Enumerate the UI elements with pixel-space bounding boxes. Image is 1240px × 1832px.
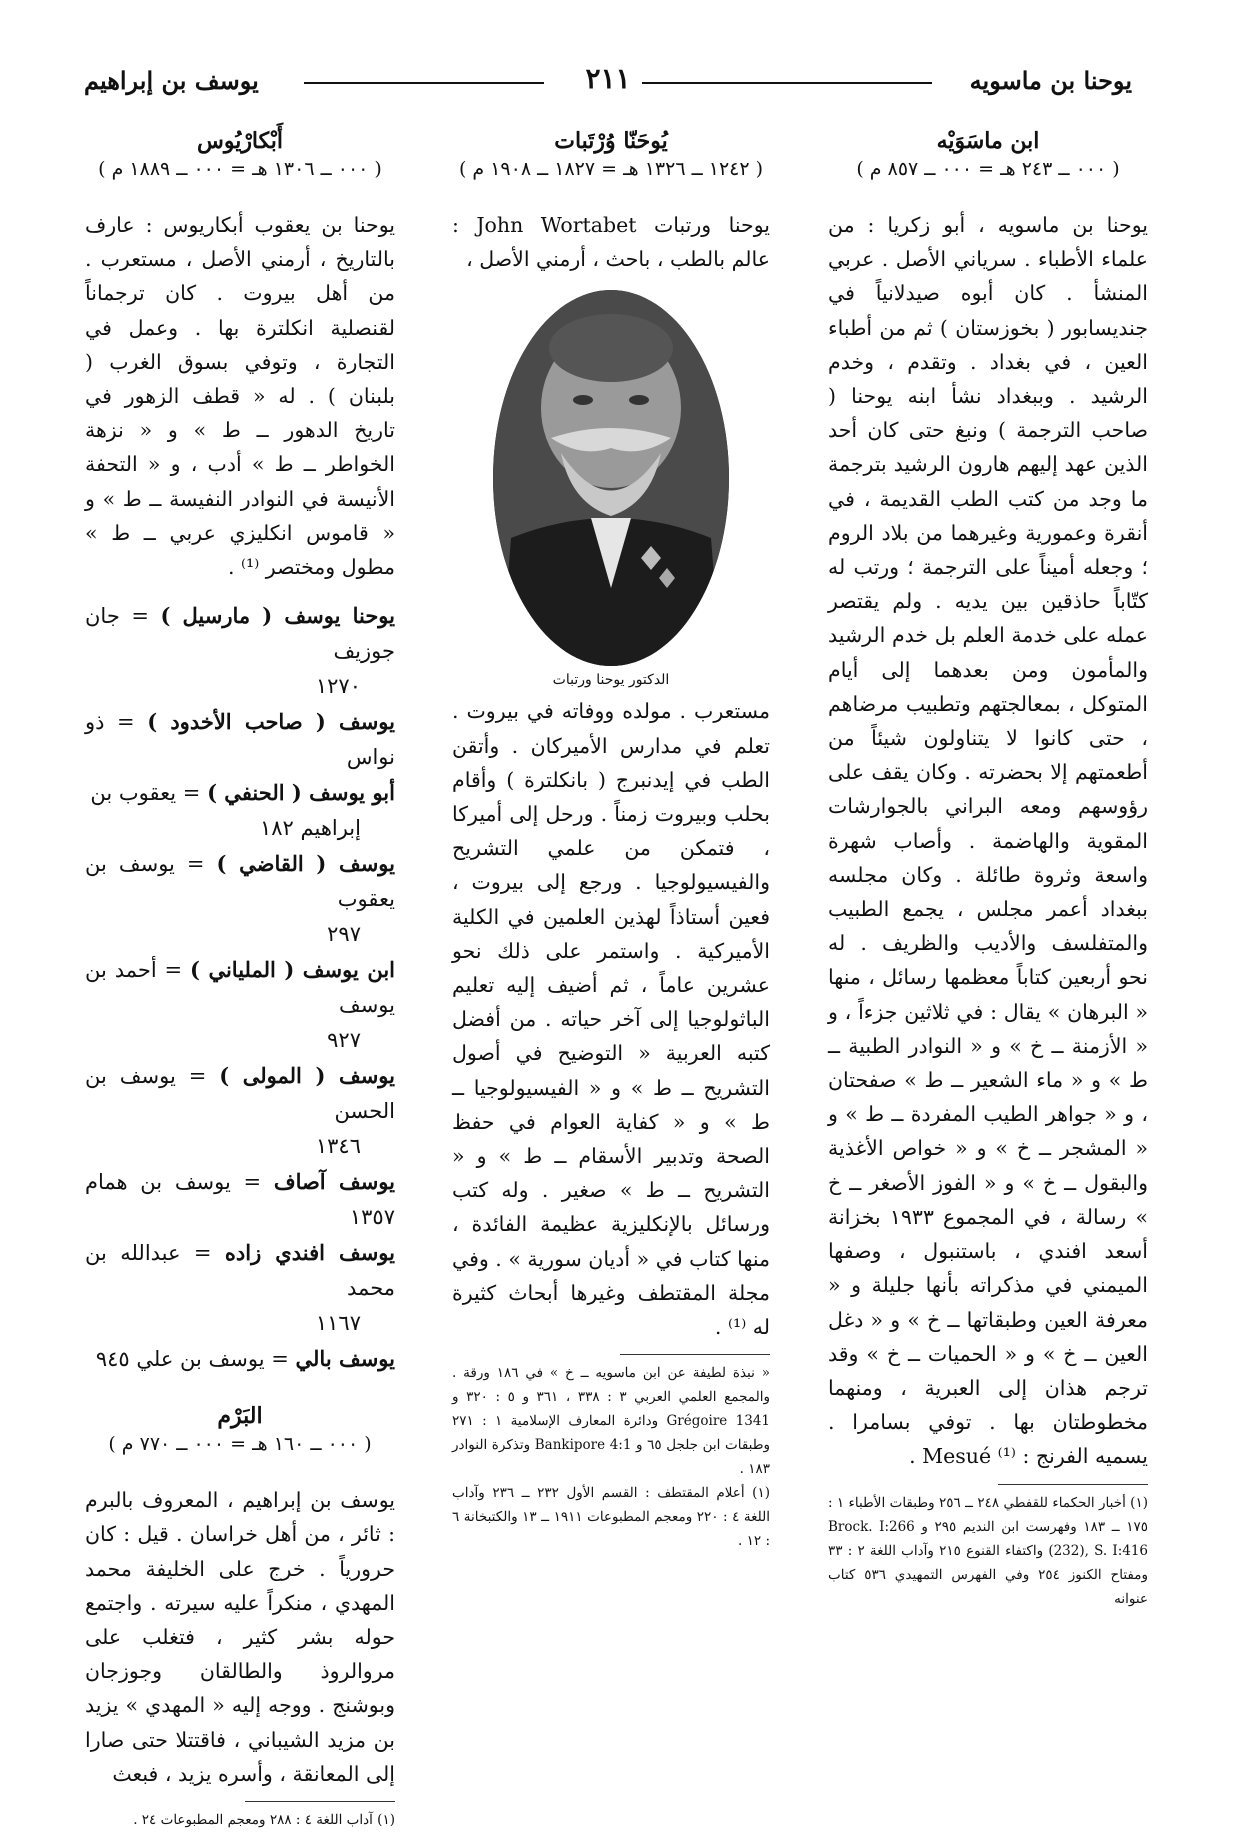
cross-reference	[85, 704, 395, 775]
column-right	[828, 120, 1148, 1611]
ref-name: يوسف بالي	[295, 1346, 395, 1372]
header-rule-right	[642, 82, 932, 84]
header-right-title: يوحنا بن ماسويه	[969, 66, 1132, 95]
entry-text: يوسف بن إبراهيم ، المعروف بالبرم : ثائر ، من أهل خراسان . قيل : كان حرورياً . خرج على الخليفة محمد المهدي ، منكراً عليه سيرته . واجتمع حوله بشر كثير ، فتغلب على مروالروذ والطالقان وجوزجان وبوشنج . ووجه إليه « المهدي » يزيد بن مزيد الشيباني ، فاقتتلا حتى صارا إلى المعانقة ، وأسره يزيد ، فبعث	[85, 1488, 395, 1786]
entry-text-intro: يوحنا ورتبات John Wortabet : عالم بالطب ، باحث ، أرمني الأصل ،	[452, 213, 770, 272]
cross-reference	[85, 1164, 395, 1235]
ref-number: ١١٦٧	[315, 1311, 361, 1336]
ref-number: ٢٩٧	[327, 922, 361, 947]
ref-target: = يوسف بن يعقوب	[85, 852, 395, 912]
portrait-figure	[452, 288, 770, 688]
ref-name: يوسف افندي زاده	[224, 1240, 395, 1266]
entry-title: ابن ماسَوَيْه	[936, 128, 1040, 154]
entry-title: أَبْكارْيُوس	[196, 128, 284, 154]
ref-target: = يوسف بن علي ٩٤٥	[95, 1347, 296, 1372]
ref-name: أبو يوسف ( الحنفي )	[207, 780, 395, 806]
cross-reference	[85, 1341, 395, 1377]
column-left	[85, 120, 395, 1832]
entry-title: البَرْم	[217, 1403, 263, 1430]
footnote: (١) أخبار الحكماء للقفطي ٢٤٨ ــ ٢٥٦ وطبقات الأطباء ١ : ١٧٥ ــ ١٨٣ وفهرست ابن النديم ٢٩٥ و Brock. I:266 (232), S. I:416 واكتفاء القنوع ٢١٥ وآداب اللغة ٢ : ٣٣ ومفتاح الكنوز ٢٥٤ وفي الفهرس التمهيدي ٥٣٦ كتاب عنوانه	[828, 1494, 1149, 1607]
cross-reference	[85, 775, 395, 846]
header-rule-left	[304, 82, 544, 84]
footnote-continued: « نبذة لطيفة عن ابن ماسويه ــ خ » في ١٨٦ ورقة . والمجمع العلمي العربي ٣ : ٣٣٨ ، ٣٦١ و ٥ : ٣٢٠ و Grégoire 1341 ودائرة المعارف الإسلامية ١ : ٢٧١ وطبقات ابن جلجل ٦٥ و Bankipore 4:1 وتذكرة النوادر ١٨٣ .	[452, 1365, 771, 1478]
entry-dates: ( ١٢٤٢ ــ ١٣٢٦ هـ = ١٨٢٧ ــ ١٩٠٨ م )	[458, 158, 764, 180]
page-number: ٢١١	[577, 62, 638, 95]
ref-name: يوسف ( المولى )	[219, 1063, 395, 1089]
ref-number: ٩٢٧	[327, 1028, 361, 1053]
ref-target: = يوسف بن همام ١٣٥٧	[85, 1170, 395, 1230]
cross-reference	[85, 1235, 395, 1341]
ref-name: يوسف آصاف	[273, 1169, 395, 1195]
cross-reference	[85, 952, 395, 1058]
ref-name: يوسف ( صاحب الأخدود )	[147, 709, 395, 735]
portrait-caption: الدكتور يوحنا ورتبات	[552, 672, 670, 689]
footnote-separator	[998, 1484, 1148, 1485]
cross-reference	[85, 1058, 395, 1164]
ref-number: ١٣٤٦	[315, 1134, 361, 1159]
entry-text: يوحنا بن يعقوب أبكاريوس : عارف بالتاريخ ، أرمني الأصل ، مستعرب . من أهل بيروت . كان ترجماناً لقنصلية انكلترة بها . وعمل في التجارة ، وتوفي بسوق الغرب ( بلبنان ) . له « قطف الزهور في تاريخ الدهور ــ ط » و « نزهة الخواطر ــ ط » أدب ، و « التحفة الأنيسة في النوادر النفيسة ــ ط » و « قاموس انكليزي عربي ــ ط » مطول ومختصر ⁽¹⁾ .	[85, 213, 395, 580]
portrait-photo	[491, 288, 731, 668]
entry-text: يوحنا بن ماسويه ، أبو زكريا : من علماء الأطباء . سرياني الأصل . عربي المنشأ . كان أبوه صيدلانياً في جنديسابور ( بخوزستان ) ثم من أطباء العين ، في بغداد . وتقدم ، وخدم الرشيد . وببغداد نشأ ابنه يوحنا ( صاحب الترجمة ) ونبغ حتى كان أحد الذين عهد إليهم هارون الرشيد بترجمة ما وجد من كتب الطب القديمة ، في أنقرة وعمورية وغيرهما من بلاد الروم ؛ وجعله أميناً على الترجمة ؛ ورتب له كتّاباً حاذقين بين يديه . ولم يقتصر عمله على خدمة العلم بل خدم الرشيد والمأمون ومن بعدهما إلى أيام المتوكل ، بمعالجتهم وتطبيب مرضاهم ، حتى كانوا لا يتناولون شيئاً من أطعمتهم إلا بحضرته . وكان يقف على رؤوسهم ومعه البراني بالجوارشات المقوية والهاضمة . وأصاب شهرة واسعة وثروة طائلة . وكان مجلسه ببغداد أعمر مجلس ، يجمع الطبيب والمتفلسف والأديب والظريف . له نحو أربعين كتاباً معظمها رسائل ، منها « البرهان » يقال : في ثلاثين جزءاً ، و « الأزمنة ــ خ » و « النوادر الطبية ــ ط » و « ماء الشعير ــ ط » صفحتان ، و « جواهر الطيب المفردة ــ ط » و « المشجر ــ خ » و « خواص الأغذية والبقول ــ خ » و « الفوز الأصغر ــ خ » رسالة ، في المجموع ١٩٣٣ بخزانة أسعد افندي ، باستنبول ، وصفها الميمني في مذكراته بأنها جليلة و « معرفة العين وطبقاتها ــ خ » و « دغل العين ــ خ » و « الحميات ــ خ » وقد ترجم هذان إلى العبرية ، ومنهما مخطوطتان بها . توفي بسامرا . يسميه الفرنج : Mesué ⁽¹⁾ .	[828, 213, 1148, 1469]
entry-dates: ( ٠٠٠ ــ ٢٤٣ هـ = ٠٠٠ ــ ٨٥٧ م )	[856, 158, 1120, 180]
entry-dates: ( ٠٠٠ ــ ١٣٠٦ هـ = ٠٠٠ ــ ١٨٨٩ م )	[98, 158, 382, 180]
ref-number: إبراهيم ١٨٢	[259, 816, 361, 841]
ref-target: = يوسف بن الحسن	[85, 1064, 395, 1124]
cross-reference	[85, 846, 395, 952]
header-left-title: يوسف بن إبراهيم	[84, 66, 259, 95]
footnote: (١) آداب اللغة ٤ : ٢٨٨ ومعجم المطبوعات ٢٤ .	[133, 1812, 395, 1829]
entry-text: مستعرب . مولده ووفاته في بيروت . تعلم في مدارس الأميركان . وأتقن الطب في إيدنبرج ( بانكلترة ) وأقام بحلب وبيروت زمناً . ورحل إلى أميركا ، فتمكن من علمي التشريح والفيسيولوجيا . ورجع إلى بيروت ، فعين أستاذاً لهذين العلمين في الكلية الأميركية . واستمر على ذلك نحو عشرين عاماً ، ثم أضيف إليه تعليم الباثولوجيا إلى آخر حياته . من أفضل كتبه العربية « التوضيح في أصول التشريح ــ ط » و « الفيسيولوجيا ــ ط » و « كفاية العوام في حفظ الصحة وتدبير الأسقام ــ ط » و « التشريح ــ ط » صغير . وله كتب ورسائل بالإنكليزية عظيمة الفائدة ، منها كتاب في « أديان سورية » . وفي مجلة المقتطف وغيرها أبحاث كثيرة له ⁽¹⁾ .	[452, 699, 770, 1340]
ref-target: = أحمد بن يوسف	[85, 958, 395, 1018]
ref-target: = يعقوب بن	[90, 781, 208, 806]
ref-name: يوسف ( القاضي )	[216, 851, 395, 877]
entry-dates: ( ٠٠٠ ــ ١٦٠ هـ = ٠٠٠ ــ ٧٧٠ م )	[108, 1433, 372, 1456]
ref-name: ابن يوسف ( الملياني )	[190, 957, 396, 983]
ref-number: ١٢٧٠	[315, 674, 361, 699]
column-middle	[452, 120, 770, 1553]
cross-reference	[85, 598, 395, 704]
ref-name: يوحنا يوسف ( مارسيل )	[160, 603, 395, 629]
ref-target: = ذو نواس	[85, 710, 395, 770]
ref-target: = جان جوزيف	[85, 604, 395, 664]
running-header	[84, 58, 1132, 98]
cross-reference-list	[85, 598, 395, 1377]
footnote-separator	[620, 1354, 770, 1355]
footnote: (١) أعلام المقتطف : القسم الأول ٢٣٢ ــ ٢٣٦ وآداب اللغة ٤ : ٢٢٠ ومعجم المطبوعات ١٩١١ ــ ١٣ والكتبخانة ٦ : ١٢ .	[452, 1485, 770, 1550]
footnote-separator	[245, 1801, 395, 1802]
ref-target: = عبدالله بن محمد	[85, 1241, 395, 1301]
entry-title: يُوحَنّا وُرْتَبات	[554, 128, 668, 154]
